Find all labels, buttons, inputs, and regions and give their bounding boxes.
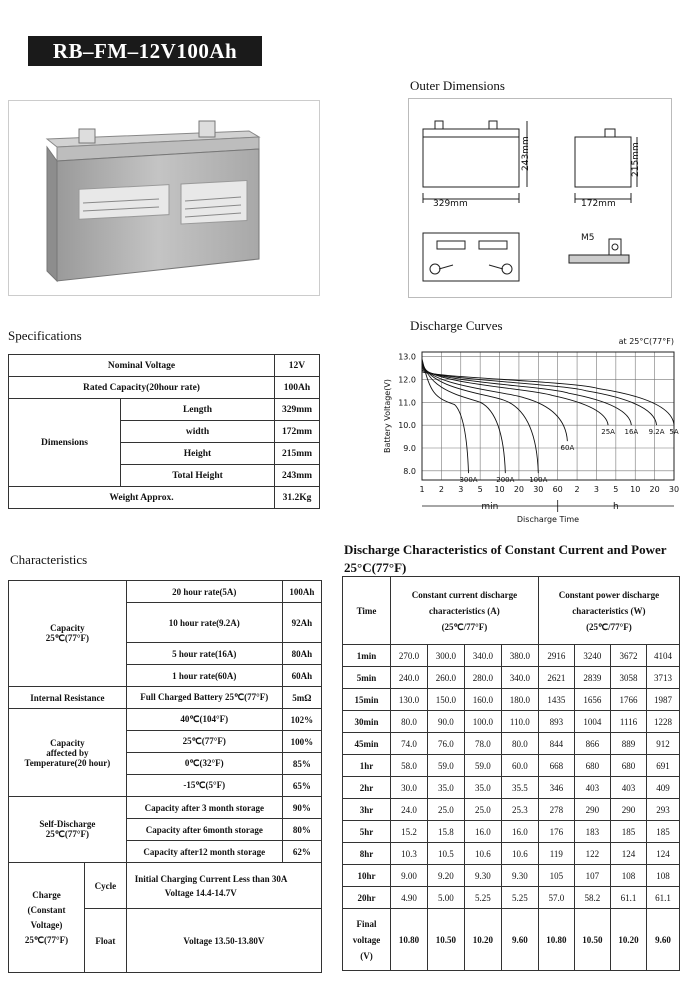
discharge-table: Time Constant current discharge characteristics (A) (25℃/77°F) Constant power discharge characteristics (W) (25℃/77°F) 1min 270.0 300.0 340.0 380.0 2916 3240 3672 4104 5min 240.0 260.0 280.0 340.0 2621 2839 3058 3713 15min 130.0 150.0 160.0 180.0 1435 1656 1766 1987 30min 80.0 90.0 100.0 110.0 893 1004 1116 1228 45min 74.0 76.0 78.0 80.0 844 866 889 912 1hr 58.0 59.0 59.0 60.0 668 680 680 691 2hr 30.0 35.0 35.0 35.5 346 403 403 409 3hr 24.0 25.0 25.0 25.3 278 290 290 293 5hr 15.2 15.8 16.0 16.0 176 183 185 185 8hr 10.3 10.5 10.6 10.6 119 122 124 124 10hr 9.00 9.20 9.30 9.30 105 107 108 108 20hr 4.90 5.00 5.25 5.25 57.0 58.2 61.1 61.1 Final voltage (V) 10.80 10.50 10.20 9.60 10.80 10.50 10.20 9.60 bbox=[342, 576, 680, 971]
x-tick-label: 2 bbox=[438, 485, 444, 494]
outer-dimensions-heading: Outer Dimensions bbox=[410, 78, 505, 93]
x-axis-label: Discharge Time bbox=[516, 515, 580, 524]
series-label: 9.2A bbox=[648, 428, 665, 437]
width-dim-label: 172mm bbox=[581, 199, 616, 209]
x-tick-label: 30 bbox=[668, 485, 680, 494]
capacity-temp: 25℃(77°F) bbox=[45, 633, 89, 643]
specifications-table: Nominal Voltage 12V Rated Capacity(20hour rate) 100Ah Dimensions Length 329mm width 172mm Height 215mm Total Height 243mm Weight Approx. 31.2Kg bbox=[8, 354, 320, 509]
plot-frame bbox=[422, 352, 674, 480]
y-tick-label: 13.0 bbox=[398, 352, 416, 362]
table-row: 30min 80.0 90.0 100.0 110.0 893 1004 1116 1228 bbox=[343, 711, 680, 733]
series-label: 5A bbox=[669, 428, 679, 437]
outer-dimensions-drawing bbox=[408, 98, 672, 298]
series-label: 100A bbox=[529, 476, 548, 485]
x-tick-label: 10 bbox=[630, 485, 641, 494]
chart-annotation: at 25°C(77°F) bbox=[618, 337, 674, 346]
discharge-curves-chart bbox=[370, 334, 680, 534]
characteristics-heading: Characteristics bbox=[10, 552, 88, 567]
x-tick-label: 1 bbox=[419, 485, 425, 494]
table-row: 1min 270.0 300.0 340.0 380.0 2916 3240 3672 4104 bbox=[343, 645, 680, 667]
table-row: 5min 240.0 260.0 280.0 340.0 2621 2839 3058 3713 bbox=[343, 667, 680, 689]
series-label: 25A bbox=[601, 428, 615, 437]
y-tick-label: 12.0 bbox=[398, 375, 416, 385]
battery-photo bbox=[8, 100, 320, 296]
table-row: 45min 74.0 76.0 78.0 80.0 844 866 889 912 bbox=[343, 733, 680, 755]
y-tick-label: 10.0 bbox=[398, 421, 416, 431]
table-row: 5hr 15.2 15.8 16.0 16.0 176 183 185 185 bbox=[343, 821, 680, 843]
table-row: 8hr 10.3 10.5 10.6 10.6 119 122 124 124 bbox=[343, 843, 680, 865]
x-tick-label: 3 bbox=[458, 485, 464, 494]
x-group-label: h bbox=[612, 502, 619, 512]
x-tick-label: 5 bbox=[477, 485, 483, 494]
x-tick-label: 20 bbox=[513, 485, 525, 494]
x-tick-label: 5 bbox=[613, 485, 619, 494]
series-label: 16A bbox=[624, 428, 639, 437]
table-row: 10hr 9.00 9.20 9.30 9.30 105 107 108 108 bbox=[343, 865, 680, 887]
characteristics-table: Capacity 25℃(77°F) 20 hour rate(5A) 100Ah 10 hour rate(9.2A) 92Ah 5 hour rate(16A) 80Ah 1 hour rate(60A) 60Ah Internal Resistance Full Charged Battery 25℃(77°F) 5mΩ Capacity affected by Temperature(20 hour) 40℃(104°F) 102% 25℃(77°F) 100% 0℃(32°F) 85% -15℃(5°F) 65% Self-Discharge 25℃(77°F) Capacity after 3 month storage 90% Capacity after 6month storage 80% Capacity after12 month storage 62% Charge (Constant Voltage) 25℃(77°F) Cycle Initial Charging Current Less than 30A Voltage 14.4-14.7V Float Voltage 13.50-13.80V bbox=[8, 580, 322, 973]
discharge-curves-heading: Discharge Curves bbox=[410, 318, 503, 333]
table-row: 1hr 58.0 59.0 59.0 60.0 668 680 680 691 bbox=[343, 755, 680, 777]
x-tick-label: 60 bbox=[552, 485, 563, 494]
capacity-label: Capacity bbox=[50, 623, 85, 633]
series-label: 300A bbox=[459, 476, 478, 485]
terminal-label: M5 bbox=[581, 233, 595, 243]
y-tick-label: 8.0 bbox=[403, 466, 416, 476]
y-tick-label: 9.0 bbox=[403, 444, 416, 453]
table-row: 2hr 30.0 35.0 35.0 35.5 346 403 403 409 bbox=[343, 777, 680, 799]
height2-dim-label: 215mm bbox=[631, 142, 641, 177]
x-tick-label: 2 bbox=[574, 485, 580, 494]
x-group-label: min bbox=[481, 502, 499, 512]
y-tick-label: 11.0 bbox=[398, 398, 416, 408]
length-dim-label: 329mm bbox=[433, 199, 468, 209]
model-title: RB–FM–12V100Ah bbox=[28, 36, 262, 66]
x-tick-label: 30 bbox=[533, 485, 544, 494]
x-tick-label: 20 bbox=[649, 485, 660, 494]
x-tick-label: 10 bbox=[494, 485, 505, 494]
specifications-heading: Specifications bbox=[8, 328, 82, 343]
series-label: 60A bbox=[560, 444, 575, 453]
discharge-table-title: Discharge Characteristics of Constant Current and Power 25°C(77°F) bbox=[344, 542, 667, 575]
table-row: 3hr 24.0 25.0 25.0 25.3 278 290 290 293 bbox=[343, 799, 680, 821]
x-tick-label: 3 bbox=[593, 485, 600, 494]
y-axis-label: Battery Voltage(V) bbox=[383, 379, 392, 453]
series-line bbox=[422, 370, 657, 425]
table-row: 20hr 4.90 5.00 5.25 5.25 57.0 58.2 61.1 61.1 bbox=[343, 887, 680, 909]
series-label: 200A bbox=[496, 476, 515, 485]
table-row: 15min 130.0 150.0 160.0 180.0 1435 1656 1766 1987 bbox=[343, 689, 680, 711]
height-dim-label: 243mm bbox=[521, 136, 531, 171]
battery-illustration-icon bbox=[9, 101, 321, 297]
